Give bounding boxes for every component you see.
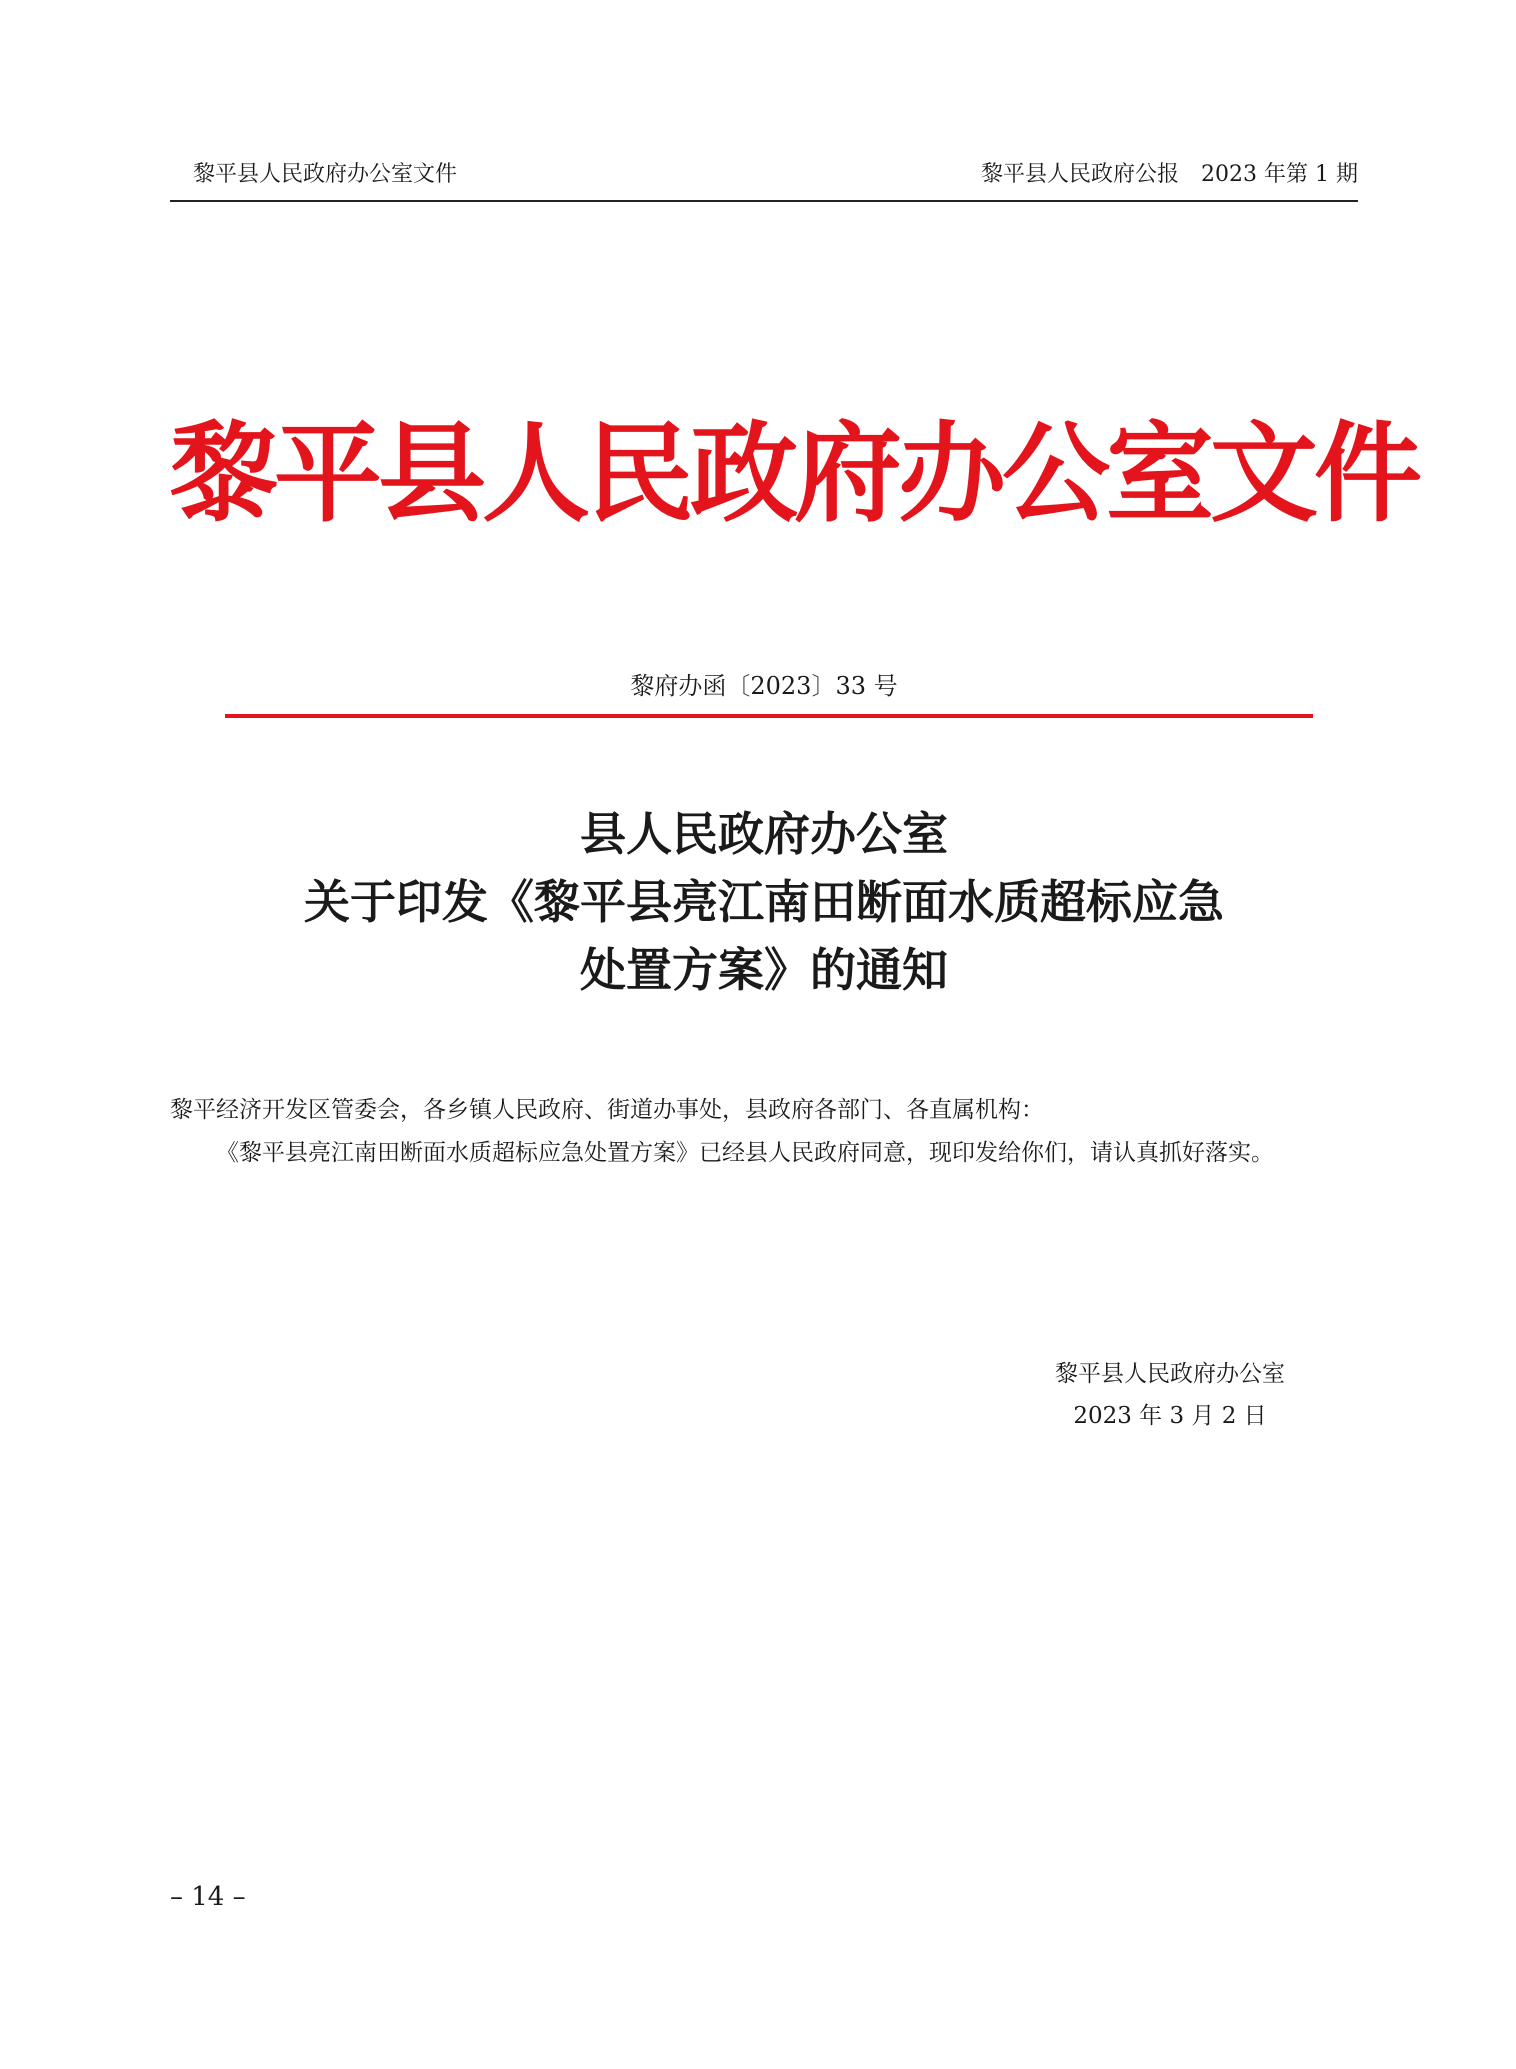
notice-title-line-1: 县人民政府办公室	[580, 807, 948, 861]
signature-date: 2023 年 3 月 2 日	[1073, 1403, 1267, 1429]
document-number: 黎府办函〔2023〕33 号	[630, 672, 898, 700]
signature-issuer: 黎平县人民政府办公室	[1055, 1361, 1285, 1387]
notice-title-line-2: 关于印发《黎平县亮江南田断面水质超标应急	[304, 875, 1224, 929]
signature-block	[1010, 1353, 1330, 1437]
header-rule	[170, 200, 1358, 202]
notice-title-line-3: 处置方案》的通知	[580, 943, 948, 997]
masthead-title: 黎平县人民政府办公室文件	[170, 412, 1419, 537]
body-paragraph: 《黎平县亮江南田断面水质超标应急处置方案》已经县人民政府同意，现印发给你们，请认真抓好落实。	[216, 1140, 1274, 1166]
running-header-left: 黎平县人民政府办公室文件	[193, 162, 458, 187]
recipients-line: 黎平经济开发区管委会，各乡镇人民政府、街道办事处，县政府各部门、各直属机构：	[170, 1097, 1044, 1123]
notice-title	[170, 800, 1358, 1004]
red-divider-rule	[225, 714, 1313, 718]
page-number: – 14 –	[170, 1882, 246, 1912]
running-header-right: 黎平县人民政府公报 2023 年第 1 期	[981, 162, 1358, 187]
